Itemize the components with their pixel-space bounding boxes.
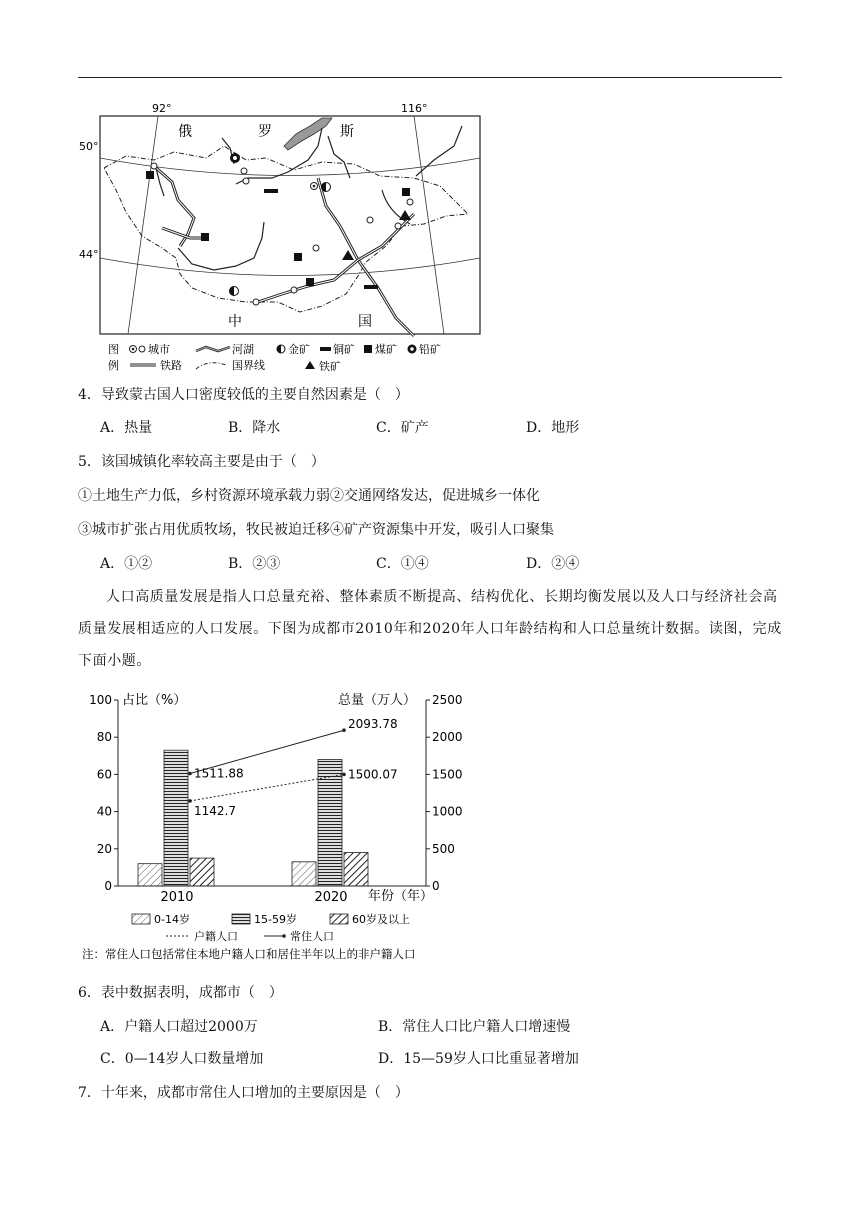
- chart-note: 注：常住人口包括常住本地户籍人口和居住半年以上的非户籍人口: [82, 947, 416, 961]
- lat-50-label: 50°: [79, 140, 99, 153]
- legend-60-plus: 60岁及以上: [352, 913, 410, 926]
- line-point: [342, 728, 346, 732]
- y-left-tick-label: 0: [104, 879, 112, 893]
- city-icon: [291, 287, 297, 293]
- lon-92-label: 92°: [152, 102, 172, 115]
- y-right-tick-label: 1000: [432, 804, 463, 819]
- question-6-stem: 6．表中数据表明，成都市（ ）: [78, 985, 283, 1001]
- bar-2010-2: [190, 858, 214, 886]
- copper-icon: [364, 285, 378, 289]
- country-china-1: 中: [228, 314, 242, 330]
- gold-icon: [230, 287, 239, 296]
- x-category-label: 2010: [160, 890, 194, 905]
- q5-option-c[interactable]: C．①④: [376, 556, 429, 572]
- y-left-tick-label: 60: [96, 767, 112, 782]
- q5-option-a[interactable]: A．①②: [100, 556, 153, 572]
- q6-option-c[interactable]: C．0—14岁人口数量增加: [100, 1051, 264, 1067]
- bar-2020-2: [344, 853, 368, 886]
- bar-2020-0: [292, 862, 316, 886]
- population-chart: [82, 688, 498, 968]
- legend-border-label: 国界线: [232, 359, 265, 372]
- lat-44-label: 44°: [79, 248, 99, 261]
- q6-option-d[interactable]: D．15—59岁人口比重显著增加: [378, 1051, 579, 1067]
- legend-0-14: 0-14岁: [154, 913, 190, 926]
- q5-option-b[interactable]: B．②③: [228, 556, 281, 572]
- river-icon: [328, 136, 350, 178]
- country-russia-1: 俄: [178, 124, 192, 140]
- legend-railway-label: 铁路: [160, 359, 182, 372]
- svg-text:图: 图: [108, 343, 119, 356]
- line-data-label: 1500.07: [348, 767, 398, 782]
- question-4-stem: 4．导致蒙古国人口密度较低的主要自然因素是（ ）: [78, 387, 409, 403]
- legend-coal-label: 煤矿: [375, 343, 397, 356]
- meridian-92: [128, 116, 158, 334]
- city-icon: [367, 217, 373, 223]
- line-data-label: 1511.88: [194, 766, 244, 781]
- legend-15-59: 15-59岁: [254, 913, 297, 926]
- city-icon: [313, 245, 319, 251]
- legend-river-label: 河湖: [232, 343, 254, 356]
- legend-lead-label: 铅矿: [419, 343, 441, 356]
- question-5-stem: 5．该国城镇化率较高主要是由于（ ）: [78, 454, 325, 470]
- country-china-2: 国: [358, 314, 372, 330]
- q5-option-d[interactable]: D．②④: [526, 556, 580, 572]
- line-point: [188, 799, 192, 803]
- legend-hukou: 户籍人口: [194, 930, 238, 943]
- parallel-44: [100, 258, 480, 276]
- iron-icon: [399, 210, 411, 220]
- lon-116-label: 116°: [401, 102, 428, 115]
- city-icon: [241, 168, 247, 174]
- reading-passage: 人口高质量发展是指人口总量充裕、整体素质不断提高、结构优化、长期均衡发展以及人口与经济社会高质量发展相适应的人口发展。下图为成都市2010年和2020年人口年龄结构和人口总量统计数据。读图，完成下面小题。: [78, 589, 782, 669]
- city-icon: [253, 299, 259, 305]
- q4-option-d[interactable]: D．地形: [526, 420, 580, 436]
- y-right-axis-label: 总量（万人）: [338, 693, 417, 708]
- q4-option-b[interactable]: B．降水: [228, 420, 281, 436]
- river-icon: [416, 126, 462, 176]
- baikal-lake-icon: [284, 118, 332, 150]
- q4-option-c[interactable]: C．矿产: [376, 420, 429, 436]
- question-5-statements-1: ①土地生产力低，乡村资源环境承载力弱②交通网络发达，促进城乡一体化: [78, 488, 540, 504]
- legend-gold-label: 金矿: [288, 343, 310, 356]
- y-left-tick-label: 80: [96, 730, 112, 745]
- line-point: [188, 772, 192, 776]
- y-left-tick-label: 40: [96, 804, 112, 819]
- railway-lines: [154, 166, 414, 336]
- lead-icon: [230, 153, 240, 163]
- coal-icon: [402, 188, 410, 196]
- coal-icon: [146, 171, 154, 179]
- coal-icon: [201, 233, 209, 241]
- svg-text:例: 例: [108, 359, 119, 372]
- mongolia-map: [79, 98, 486, 368]
- x-axis-label: 年份（年）: [368, 889, 434, 904]
- q6-option-b[interactable]: B．常住人口比户籍人口增速慢: [378, 1019, 571, 1035]
- y-right-tick-label: 1500: [432, 767, 463, 782]
- y-left-tick-label: 100: [89, 693, 112, 707]
- line-data-label: 1142.7: [194, 803, 236, 818]
- country-russia-2: 罗: [258, 124, 272, 140]
- country-russia-3: 斯: [340, 124, 354, 140]
- city-icon: [151, 163, 157, 169]
- city-icon: [407, 199, 413, 205]
- y-right-tick-label: 500: [432, 841, 455, 856]
- line-point: [342, 773, 346, 777]
- legend-resident: 常住人口: [290, 930, 334, 943]
- y-right-tick-label: 0: [432, 879, 440, 893]
- y-left-axis-label: 占比（%）: [122, 693, 187, 708]
- legend-iron-label: 铁矿: [319, 360, 341, 373]
- bar-2010-1: [164, 750, 188, 886]
- line-data-label: 2093.78: [348, 717, 398, 732]
- city-icon: [395, 223, 401, 229]
- header-rule: [78, 77, 782, 78]
- legend-city-label: 城市: [148, 343, 170, 356]
- city-icon: [243, 178, 249, 184]
- q4-option-a[interactable]: A．热量: [100, 420, 153, 436]
- y-right-tick-label: 2500: [432, 693, 463, 707]
- copper-icon: [264, 189, 278, 193]
- legend-copper-label: 铜矿: [333, 343, 355, 356]
- x-category-label: 2020: [314, 890, 348, 905]
- question-7-stem: 7．十年来，成都市常住人口增加的主要原因是（ ）: [78, 1085, 409, 1101]
- bar-2010-0: [138, 864, 162, 886]
- y-left-tick-label: 20: [96, 841, 112, 856]
- gold-icon: [322, 183, 331, 192]
- q6-option-a[interactable]: A．户籍人口超过2000万: [100, 1019, 258, 1035]
- coal-icon: [294, 253, 302, 261]
- question-5-statements-2: ③城市扩张占用优质牧场，牧民被迫迁移④矿产资源集中开发，吸引人口聚集: [78, 522, 554, 538]
- coal-icon: [306, 278, 314, 286]
- y-right-tick-label: 2000: [432, 730, 463, 745]
- map-legend: [108, 342, 478, 374]
